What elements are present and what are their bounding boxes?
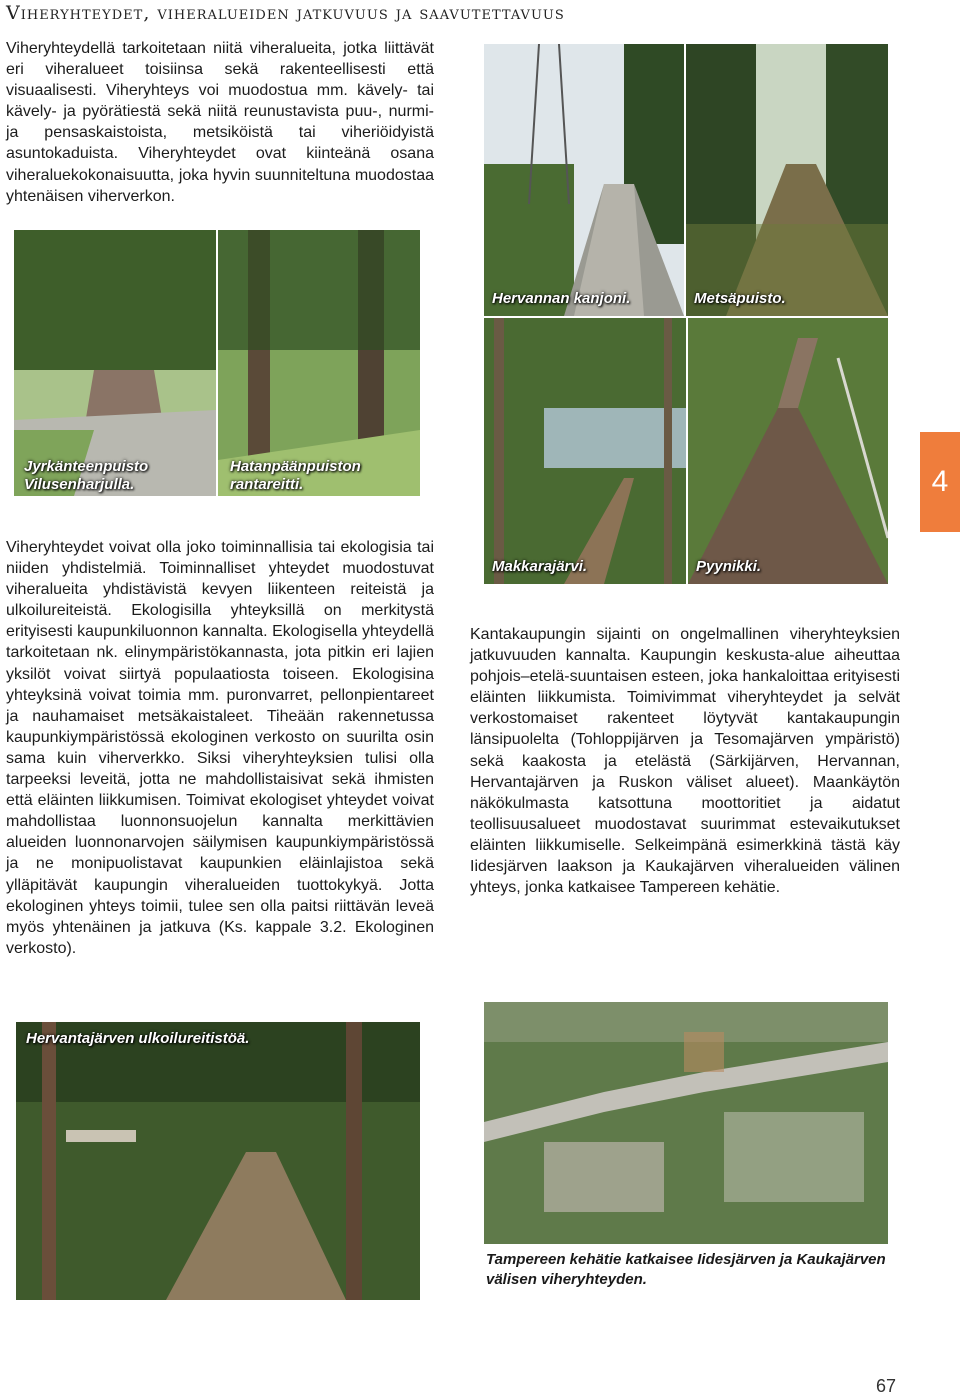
body-paragraph-left: Viheryhteydet voivat olla joko toiminnallisia tai ekologisia tai niiden yhdistelmiä. Toiminnalliset yhteydet muodostuvat viheralueita yhdistävistä kevyen liikenteen reiteistä ja ulkoilureiteistä. Ekologisilla yhteyksillä on merkitystä erityisesti kaupunkiluonnon kannalta. Ekologisella yhteydellä tarkoitetaan nk. elinympäristökannasta, jota pitkin eri lajien yksilöt voivat siirtyä populaatiosta toiseen. Ekologisina yhteyksinä voivat toimia mm. puronvarret, pellonpientareet ja nauhamaiset metsäkaistaleet. Tiheään rakennetussa kaupunkiympäristössä ekologinen verkosto on suurilta osin sama kuin viherverkko. Siksi viheryhteyksien tulisi olla tarpeeksi leveitä, jotta ne mahdollistaisivat sekä ihmisten että eläinten liikkumisen. Toimivat ekologiset yhteydet voivat mahdollistaa luonnonsuojelun kannalta merkittävien alueiden luonnonarvojen säilymisen kaupunkiympäristössä ja ne monipuolistavat kaupunkien eläinlajistoa sekä ylläpitävät kaupungin viheralueiden tuottokykyä. Jotta ekologinen yhteys toimii, tulee sen olla paitsi riittävän leveä myös yhtenäinen ja jatkuva (Ks. kappale 3.2. Ekologinen verkosto). xyxy=(6,539,434,957)
page-number: 67 xyxy=(875,1376,897,1396)
caption-pyynikki: Pyynikki. xyxy=(696,558,762,575)
body-paragraph-right: Kantakaupungin sijainti on ongelmallinen viheryhteyksien jatkuvuuden kannalta. Kaupungin keskusta-alue aiheuttaa pohjois–etelä-suuntaisen esteen, joka hankaloittaa erityisesti eläinten liikkumista. Toimivimmat viheryhteydet ja selvät verkostomaiset rakenteet löytyvät kantakaupungin länsipuolelta (Tohloppijärven ja Tesomajärven ympäristö) sekä kaakosta ja etelästä (Särkijärven, Hervannan, Hervantajärven ja Ruskon väliset alueet). Maankäytön näkökulmasta katsottuna moottoritiet ja aidatut teollisuusalueet muodostavat suurimmat estevaikutukset eläinten liikkumiselle. Selkeimpänä esimerkkinä tästä käy Iidesjärven laakson ja Kaukajärven viheralueiden välinen yhteys, jonka katkaisee Tampereen kehätie. xyxy=(470,626,900,897)
caption-aerial-kehatie: Tampereen kehätie katkaisee Iidesjärven ja Kaukajärven välisen viheryhteyden. xyxy=(486,1251,886,1288)
caption-metsapuisto: Metsäpuisto. xyxy=(694,290,786,307)
photo-aerial-kehatie xyxy=(484,1002,888,1244)
chapter-tab: 4 xyxy=(920,432,960,532)
page-title: Viheryhteydet, viheralueiden jatkuvuus ja saavutettavuus xyxy=(6,2,565,24)
caption-hervannan-kanjoni: Hervannan kanjoni. xyxy=(492,290,631,307)
caption-hervantajarvi: Hervantajärven ulkoilureitistöä. xyxy=(26,1030,250,1047)
caption-hatanpaanpuisto: Hatanpäänpuiston rantareitti. xyxy=(230,458,361,493)
caption-jyrkanteenpuisto: Jyrkänteenpuisto Vilusenharjulla. xyxy=(24,458,149,493)
photo-hervantajarvi-ulkoilureitti xyxy=(16,1022,420,1300)
photo-hervannan-kanjoni xyxy=(484,44,684,316)
photo-hatanpaanpuisto xyxy=(218,230,420,496)
caption-makkarajarvi: Makkarajärvi. xyxy=(492,558,588,575)
photo-makkarajarvi xyxy=(484,318,686,584)
photo-pyynikki xyxy=(688,318,888,584)
photo-jyrkanteenpuisto xyxy=(14,230,216,496)
photo-metsapuisto xyxy=(686,44,888,316)
intro-paragraph: Viheryhteydellä tarkoitetaan niitä viheralueita, jotka liittävät eri viheralueet toisiinsa sekä rakenteellisesti että visuaalisesti. Viheryhteys voi muodostua mm. kävely- tai kävely- ja pyörätiestä sekä niitä reunustavista puu-, nurmi- ja pensaskaistoista, metsiköistä tai viheriöidyistä asuntokaduista. Viheryhteydet ovat kiinteänä osana viheraluekokonaisuutta, joka hyvin suunniteltuna muodostaa yhtenäisen viherverkon. xyxy=(6,40,434,205)
